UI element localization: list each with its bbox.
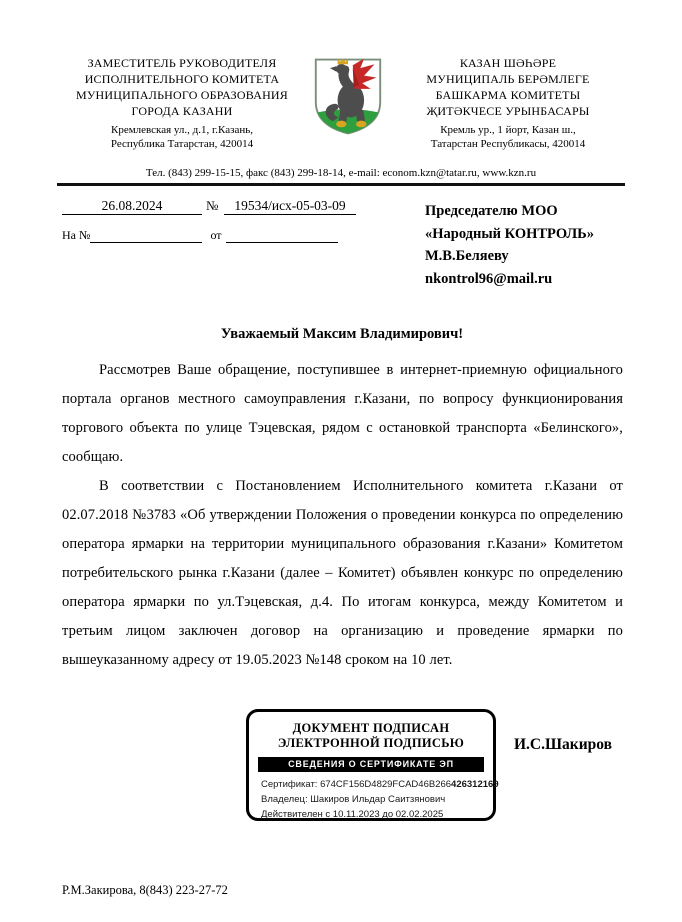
org-line: КАЗАН ШӘҺӘРЕ [459, 56, 557, 70]
outgoing-number-line [62, 198, 422, 215]
address-line: Татарстан Республикасы, 420014 [430, 138, 586, 150]
addressee-email: nkontrol96@mail.ru [425, 270, 553, 287]
body-paragraph-1: Рассмотрев Ваше обращение, поступившее в интернет-приемную официального портала органов местного самоуправления г.Казани, по вопросу функционирования торгового объекта по улице Тэцевская, рядом с остановкой транспорта «Белинского», сообщаю. [62, 362, 623, 465]
certificate-info-header: СВЕДЕНИЯ О СЕРТИФИКАТЕ ЭП [258, 757, 484, 772]
stamp-title-line: ЭЛЕКТРОННОЙ ПОДПИСЬЮ [277, 736, 465, 750]
letter-date: 26.08.2024 [62, 198, 202, 215]
org-line: ҖИТӘКЧЕСЕ УРЫНБАСАРЫ [426, 104, 590, 118]
number-sign: № [206, 198, 219, 213]
executor-contact: Р.М.Закирова, 8(843) 223-27-72 [62, 883, 228, 897]
salutation: Уважаемый Максим Владимирович! [220, 326, 464, 342]
addressee-line: Председателю МОО [425, 203, 558, 219]
certificate-validity-line: Действителен с 10.11.2023 до 02.02.2025 [261, 809, 444, 820]
org-line: ИСПОЛНИТЕЛЬНОГО КОМИТЕТА [84, 72, 280, 86]
signer-name: И.С.Шакиров [514, 736, 612, 753]
kazan-coat-of-arms-icon [312, 56, 384, 137]
reference-block [62, 198, 422, 243]
letter-body [62, 356, 623, 675]
org-name-tatar [388, 55, 628, 151]
certificate-number: Сертификат: 674CF156D4829FCAD46B266 [261, 779, 452, 790]
stamp-title-line: ДОКУМЕНТ ПОДПИСАН [292, 721, 450, 735]
certificate-details [261, 777, 499, 822]
incoming-label: На № [62, 228, 91, 242]
body-paragraph-2: В соответствии с Постановлением Исполнительного комитета г.Казани от 02.07.2018 №3783 «Об утверждении Положения о проведении конкурса по определению оператора ярмарки на территории муниципального образования г.Казани» Комитетом потребительского рынка г.Казани (далее – Комитет) объявлен конкурс по определению оператора ярмарки по ул.Тэцевская, д.4. По итогам конкурса, между Комитетом и третьим лицом заключен договор на организацию и проведение ярмарки по вышеуказанному адресу от 19.05.2023 №148 сроком на 10 лет. [62, 478, 623, 668]
from-label: от [210, 228, 222, 242]
org-name-russian [56, 55, 308, 151]
certificate-number-line [261, 777, 499, 792]
electronic-signature-stamp [246, 709, 499, 821]
stamp-title [249, 721, 493, 751]
org-line: ЗАМЕСТИТЕЛЬ РУКОВОДИТЕЛЯ [87, 56, 277, 70]
address-line: Кремль ур., 1 йорт, Казан ш., [440, 124, 576, 136]
contact-line: Тел. (843) 299-15-15, факс (843) 299-18-14, e-mail: econom.kzn@tatar.ru, www.kzn.ru [57, 166, 625, 186]
incoming-date-blank [226, 230, 338, 243]
incoming-number-blank [90, 230, 202, 243]
letter-number: 19534/исх-05-03-09 [224, 198, 355, 215]
org-line: БАШКАРМА КОМИТЕТЫ [435, 88, 581, 102]
org-address-tatar [388, 123, 628, 151]
certificate-number-bold: 426312169 [451, 779, 499, 790]
org-line: МУНИЦИПАЛЬНОГО ОБРАЗОВАНИЯ [75, 88, 289, 102]
org-line: МУНИЦИПАЛЬ БЕРӘМЛЕГЕ [426, 72, 590, 86]
addressee-line: «Народный КОНТРОЛЬ» [425, 225, 595, 242]
addressee-block [425, 200, 640, 290]
address-line: Республика Татарстан, 420014 [110, 138, 254, 150]
org-line: ГОРОДА КАЗАНИ [131, 104, 233, 118]
incoming-number-line [62, 228, 422, 243]
addressee-line: М.В.Беляеву [425, 248, 509, 264]
certificate-owner-line: Владелец: Шакиров Ильдар Саитзянович [261, 794, 446, 805]
org-address-russian [56, 123, 308, 151]
address-line: Кремлевская ул., д.1, г.Казань, [110, 124, 253, 136]
